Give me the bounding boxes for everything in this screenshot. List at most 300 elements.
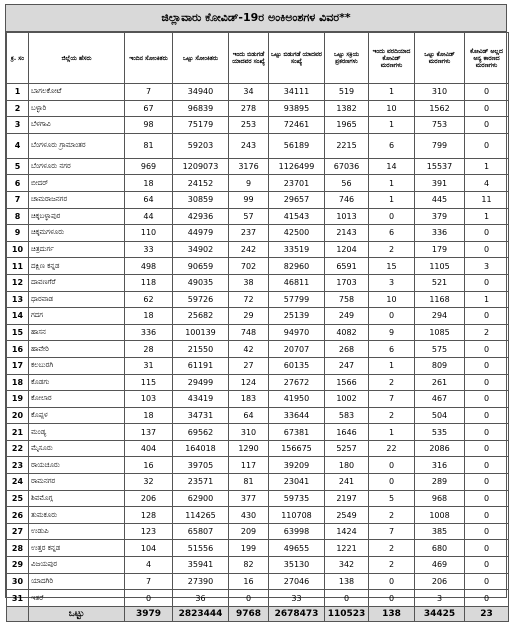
stat-cell: 575 (415, 341, 465, 358)
column-header: ಜಿಲ್ಲೆಯ ಹೆಸರು (29, 33, 125, 84)
table-row (7, 424, 509, 441)
total-cell: 110523 (325, 606, 369, 621)
stat-cell: 5257 (325, 440, 369, 457)
stat-cell: 62 (125, 291, 173, 308)
stat-cell: 57 (229, 208, 269, 225)
total-cell (7, 606, 29, 621)
stat-cell: 2086 (415, 440, 465, 457)
district-name: ಬೀದರ್ (29, 175, 125, 192)
stat-cell: 0 (465, 308, 509, 325)
column-header: ಇಂದು ಬಿಡುಗಡೆ ಯಾದವರ ಸಂಖ್ಯೆ (229, 33, 269, 84)
stat-cell: 98 (125, 117, 173, 134)
stat-cell: 69562 (173, 424, 229, 441)
stat-cell: 42 (229, 341, 269, 358)
table-row (7, 440, 509, 457)
stat-cell: 42500 (269, 225, 325, 242)
stat-cell: 7 (369, 391, 415, 408)
stat-cell: 110 (125, 225, 173, 242)
stat-cell: 6 (369, 133, 415, 158)
table-row (7, 357, 509, 374)
stat-cell: 268 (325, 341, 369, 358)
row-number: 20 (7, 407, 29, 424)
stat-cell: 0 (369, 308, 415, 325)
stat-cell: 6 (369, 225, 415, 242)
district-name: ಬೆಂಗಳೂರು ಗ್ರಾಮಾಂತರ (29, 133, 125, 158)
stat-cell: 809 (415, 357, 465, 374)
stat-cell: 310 (415, 84, 465, 101)
stat-cell: 521 (415, 274, 465, 291)
stat-cell: 0 (465, 225, 509, 242)
stat-cell: 467 (415, 391, 465, 408)
row-number: 6 (7, 175, 29, 192)
stat-cell: 41543 (269, 208, 325, 225)
stat-cell: 1 (465, 291, 509, 308)
column-header: ಒಟ್ಟು ಕೋವಿಡ್ ಮರಣಗಳು (415, 33, 465, 84)
district-name: ರಾಯಚೂರು (29, 457, 125, 474)
table-row (7, 590, 509, 607)
stat-cell: 748 (229, 324, 269, 341)
stat-cell: 115 (125, 374, 173, 391)
column-header: ಒಟ್ಟು ಸಕ್ರಿಯ ಪ್ರಕರಣಗಳು (325, 33, 369, 84)
stat-cell: 0 (369, 208, 415, 225)
stat-cell: 64 (229, 407, 269, 424)
stat-cell: 1209073 (173, 158, 229, 175)
row-number: 28 (7, 540, 29, 557)
stat-cell: 253 (229, 117, 269, 134)
stat-cell: 0 (465, 241, 509, 258)
stat-cell: 1 (369, 175, 415, 192)
table-row (7, 557, 509, 574)
stat-cell: 114265 (173, 507, 229, 524)
stat-cell: 206 (415, 573, 465, 590)
stat-cell: 278 (229, 100, 269, 117)
stat-cell: 128 (125, 507, 173, 524)
stat-cell: 2143 (325, 225, 369, 242)
stat-cell: 1646 (325, 424, 369, 441)
district-name: ಉತ್ತರ ಕನ್ನಡ (29, 540, 125, 557)
table-row (7, 490, 509, 507)
table-row (7, 291, 509, 308)
total-cell: 23 (465, 606, 509, 621)
stat-cell: 2 (369, 540, 415, 557)
district-name: ಕೊಪ್ಪಳ (29, 407, 125, 424)
stat-cell: 34111 (269, 84, 325, 101)
stat-cell: 18 (125, 308, 173, 325)
stat-cell: 968 (415, 490, 465, 507)
stat-cell: 27390 (173, 573, 229, 590)
stat-cell: 99 (229, 191, 269, 208)
stat-cell: 33519 (269, 241, 325, 258)
stat-cell: 241 (325, 474, 369, 491)
stat-cell: 7 (125, 84, 173, 101)
row-number: 22 (7, 440, 29, 457)
stat-cell: 0 (465, 523, 509, 540)
stat-cell: 5 (369, 490, 415, 507)
stat-cell: 16 (125, 457, 173, 474)
stat-cell: 3 (465, 258, 509, 275)
table-row (7, 573, 509, 590)
stat-cell: 1221 (325, 540, 369, 557)
stat-cell: 82 (229, 557, 269, 574)
stat-cell: 180 (325, 457, 369, 474)
stat-cell: 123 (125, 523, 173, 540)
row-number: 8 (7, 208, 29, 225)
stat-cell: 44 (125, 208, 173, 225)
stat-cell: 23041 (269, 474, 325, 491)
row-number: 18 (7, 374, 29, 391)
row-number: 30 (7, 573, 29, 590)
stat-cell: 41950 (269, 391, 325, 408)
stat-cell: 2549 (325, 507, 369, 524)
stat-cell: 9 (229, 175, 269, 192)
district-name: ಕೊಡಗು (29, 374, 125, 391)
stat-cell: 137 (125, 424, 173, 441)
stat-cell: 535 (415, 424, 465, 441)
stat-cell: 67036 (325, 158, 369, 175)
stat-cell: 0 (465, 100, 509, 117)
column-header: ಕೋವಿಡ್ ಅಲ್ಲದ ಅನ್ಯ ಕಾರಣದ ಮರಣಗಳು (465, 33, 509, 84)
stat-cell: 0 (465, 84, 509, 101)
table-row (7, 507, 509, 524)
stat-cell: 243 (229, 133, 269, 158)
stat-cell: 9 (369, 324, 415, 341)
stat-cell: 27046 (269, 573, 325, 590)
stat-cell: 138 (325, 573, 369, 590)
stat-cell: 64 (125, 191, 173, 208)
stat-cell: 61191 (173, 357, 229, 374)
stat-cell: 25682 (173, 308, 229, 325)
stat-cell: 377 (229, 490, 269, 507)
stat-cell: 2 (465, 324, 509, 341)
stat-cell: 0 (465, 274, 509, 291)
stat-cell: 289 (415, 474, 465, 491)
row-number: 15 (7, 324, 29, 341)
stat-cell: 2197 (325, 490, 369, 507)
row-number: 21 (7, 424, 29, 441)
district-name: ಚಾಮರಾಜನಗರ (29, 191, 125, 208)
stat-cell: 0 (465, 341, 509, 358)
district-name: ತುಮಕೂರು (29, 507, 125, 524)
district-name: ರಾಮನಗರ (29, 474, 125, 491)
row-number: 3 (7, 117, 29, 134)
stat-cell: 310 (229, 424, 269, 441)
stat-cell: 3176 (229, 158, 269, 175)
stat-cell: 11 (465, 191, 509, 208)
table-row (7, 457, 509, 474)
column-header: ಇಂದು ವರದಿಯಾದ ಕೋವಿಡ್ ಮರಣಗಳು (369, 33, 415, 84)
stat-cell: 758 (325, 291, 369, 308)
stat-cell: 0 (465, 573, 509, 590)
stat-cell: 18 (125, 175, 173, 192)
stat-cell: 583 (325, 407, 369, 424)
stat-cell: 39705 (173, 457, 229, 474)
row-number: 4 (7, 133, 29, 158)
stat-cell: 22 (369, 440, 415, 457)
row-number: 17 (7, 357, 29, 374)
stat-cell: 44979 (173, 225, 229, 242)
stat-cell: 247 (325, 357, 369, 374)
stat-cell: 183 (229, 391, 269, 408)
district-name: ಚಿಕ್ಕಬಳ್ಳಾಪುರ (29, 208, 125, 225)
stat-cell: 0 (229, 590, 269, 607)
stat-cell: 680 (415, 540, 465, 557)
stat-cell: 57799 (269, 291, 325, 308)
stat-cell: 6 (369, 341, 415, 358)
stat-cell: 59203 (173, 133, 229, 158)
stat-cell: 0 (465, 457, 509, 474)
stat-cell: 206 (125, 490, 173, 507)
stat-cell: 72461 (269, 117, 325, 134)
stat-cell: 294 (415, 308, 465, 325)
stat-cell: 385 (415, 523, 465, 540)
stat-cell: 75179 (173, 117, 229, 134)
stat-cell: 1204 (325, 241, 369, 258)
stat-cell: 445 (415, 191, 465, 208)
stat-cell: 27672 (269, 374, 325, 391)
stat-cell: 0 (369, 590, 415, 607)
stat-cell: 799 (415, 133, 465, 158)
table-row (7, 308, 509, 325)
stat-cell: 3 (369, 274, 415, 291)
stat-cell: 1 (369, 357, 415, 374)
stat-cell: 34731 (173, 407, 229, 424)
stat-cell: 49035 (173, 274, 229, 291)
row-number: 27 (7, 523, 29, 540)
stat-cell: 0 (465, 133, 509, 158)
table-row (7, 84, 509, 101)
stat-cell: 1085 (415, 324, 465, 341)
table-row (7, 341, 509, 358)
district-name: ಚಿತ್ರದುರ್ಗ (29, 241, 125, 258)
stat-cell: 7 (125, 573, 173, 590)
stat-cell: 100139 (173, 324, 229, 341)
stat-cell: 969 (125, 158, 173, 175)
stat-cell: 2 (369, 241, 415, 258)
stat-cell: 3 (415, 590, 465, 607)
stat-cell: 38 (229, 274, 269, 291)
stat-cell: 1126499 (269, 158, 325, 175)
stat-cell: 39209 (269, 457, 325, 474)
stat-cell: 118 (125, 274, 173, 291)
stat-cell: 1002 (325, 391, 369, 408)
stat-cell: 1703 (325, 274, 369, 291)
table-row (7, 208, 509, 225)
stat-cell: 0 (465, 117, 509, 134)
stat-cell: 498 (125, 258, 173, 275)
stat-cell: 1424 (325, 523, 369, 540)
stat-cell: 1382 (325, 100, 369, 117)
table-row (7, 100, 509, 117)
stat-cell: 0 (465, 490, 509, 507)
stat-cell: 1290 (229, 440, 269, 457)
row-number: 12 (7, 274, 29, 291)
stat-cell: 0 (465, 374, 509, 391)
stat-cell: 0 (465, 424, 509, 441)
row-number: 14 (7, 308, 29, 325)
stat-cell: 56189 (269, 133, 325, 158)
district-name: ಶಿವಮೊಗ್ಗ (29, 490, 125, 507)
total-cell: 2678473 (269, 606, 325, 621)
stat-cell: 31 (125, 357, 173, 374)
table-row (7, 274, 509, 291)
stat-cell: 0 (465, 391, 509, 408)
stat-cell: 1 (465, 208, 509, 225)
stat-cell: 56 (325, 175, 369, 192)
row-number: 19 (7, 391, 29, 408)
stat-cell: 23701 (269, 175, 325, 192)
table-row (7, 523, 509, 540)
stat-cell: 753 (415, 117, 465, 134)
stat-cell: 32 (125, 474, 173, 491)
stat-cell: 23571 (173, 474, 229, 491)
stat-cell: 36 (173, 590, 229, 607)
stat-cell: 430 (229, 507, 269, 524)
row-number: 29 (7, 557, 29, 574)
total-row (7, 606, 509, 621)
stat-cell: 65807 (173, 523, 229, 540)
row-number: 11 (7, 258, 29, 275)
stat-cell: 156675 (269, 440, 325, 457)
sheet-title: ಜಿಲ್ಲಾವಾರು ಕೋವಿಡ್-19ರ ಅಂಕಿಅಂಶಗಳ ವಿವರ** (6, 5, 506, 32)
table-row (7, 374, 509, 391)
stat-cell: 10 (369, 100, 415, 117)
table-row (7, 191, 509, 208)
stat-cell: 34940 (173, 84, 229, 101)
stat-cell: 59726 (173, 291, 229, 308)
total-cell: 2823444 (173, 606, 229, 621)
district-name: ಧಾರವಾಡ (29, 291, 125, 308)
stat-cell: 33644 (269, 407, 325, 424)
stat-cell: 1562 (415, 100, 465, 117)
row-number: 1 (7, 84, 29, 101)
stat-cell: 117 (229, 457, 269, 474)
stat-cell: 0 (369, 457, 415, 474)
stat-cell: 81 (125, 133, 173, 158)
stat-cell: 7 (369, 523, 415, 540)
stat-cell: 21550 (173, 341, 229, 358)
stat-cell: 4 (125, 557, 173, 574)
stat-cell: 237 (229, 225, 269, 242)
row-number: 5 (7, 158, 29, 175)
stat-cell: 1 (369, 117, 415, 134)
stat-cell: 60135 (269, 357, 325, 374)
table-row (7, 175, 509, 192)
stat-cell: 46811 (269, 274, 325, 291)
stat-cell: 0 (465, 440, 509, 457)
row-number: 9 (7, 225, 29, 242)
stat-cell: 0 (325, 590, 369, 607)
stat-cell: 469 (415, 557, 465, 574)
stat-cell: 0 (125, 590, 173, 607)
table-row (7, 117, 509, 134)
stat-cell: 25139 (269, 308, 325, 325)
stat-cell: 336 (125, 324, 173, 341)
row-number: 24 (7, 474, 29, 491)
row-number: 26 (7, 507, 29, 524)
stat-cell: 1 (369, 84, 415, 101)
stat-cell: 1008 (415, 507, 465, 524)
stat-cell: 15537 (415, 158, 465, 175)
total-cell: 3979 (125, 606, 173, 621)
row-number: 31 (7, 590, 29, 607)
district-name: ಹಾಸನ (29, 324, 125, 341)
district-name: ವಿಜಯಪುರ (29, 557, 125, 574)
table-header-row (7, 33, 509, 84)
stat-cell: 93895 (269, 100, 325, 117)
stat-cell: 29499 (173, 374, 229, 391)
stat-cell: 42936 (173, 208, 229, 225)
row-number: 7 (7, 191, 29, 208)
stat-cell: 342 (325, 557, 369, 574)
stat-cell: 6591 (325, 258, 369, 275)
stat-cell: 28 (125, 341, 173, 358)
stat-cell: 391 (415, 175, 465, 192)
stat-cell: 63998 (269, 523, 325, 540)
stat-cell: 1 (465, 158, 509, 175)
district-name: ಚಿಕ್ಕಮಗಳೂರು (29, 225, 125, 242)
stat-cell: 124 (229, 374, 269, 391)
stat-cell: 82960 (269, 258, 325, 275)
table-row (7, 258, 509, 275)
row-number: 25 (7, 490, 29, 507)
stat-cell: 1566 (325, 374, 369, 391)
stat-cell: 10 (369, 291, 415, 308)
column-header: ಇಂದಿನ ಸೋಂಕಿತರು (125, 33, 173, 84)
table-row (7, 407, 509, 424)
table-row (7, 158, 509, 175)
row-number: 10 (7, 241, 29, 258)
stat-cell: 33 (125, 241, 173, 258)
stat-cell: 1105 (415, 258, 465, 275)
total-cell: 138 (369, 606, 415, 621)
stat-cell: 15 (369, 258, 415, 275)
stat-cell: 316 (415, 457, 465, 474)
stat-cell: 1168 (415, 291, 465, 308)
stat-cell: 2215 (325, 133, 369, 158)
stat-cell: 4082 (325, 324, 369, 341)
table-row (7, 324, 509, 341)
district-name: ಕಲಬುರಗಿ (29, 357, 125, 374)
stat-cell: 29 (229, 308, 269, 325)
stat-cell: 702 (229, 258, 269, 275)
stat-cell: 179 (415, 241, 465, 258)
total-label: ಒಟ್ಟು (29, 606, 125, 621)
stat-cell: 2 (369, 407, 415, 424)
stat-cell: 35130 (269, 557, 325, 574)
district-name: ಮೈಸೂರು (29, 440, 125, 457)
stat-cell: 746 (325, 191, 369, 208)
total-cell: 9768 (229, 606, 269, 621)
table-row (7, 474, 509, 491)
stat-cell: 29657 (269, 191, 325, 208)
district-name: ಯಾದಗಿರಿ (29, 573, 125, 590)
stat-cell: 261 (415, 374, 465, 391)
stat-cell: 1 (369, 191, 415, 208)
table-row (7, 540, 509, 557)
stat-cell: 404 (125, 440, 173, 457)
stat-cell: 1 (369, 424, 415, 441)
district-name: ಮಂಡ್ಯ (29, 424, 125, 441)
stat-cell: 164018 (173, 440, 229, 457)
stat-cell: 103 (125, 391, 173, 408)
row-number: 16 (7, 341, 29, 358)
row-number: 2 (7, 100, 29, 117)
stat-cell: 14 (369, 158, 415, 175)
stat-cell: 94970 (269, 324, 325, 341)
stat-cell: 33 (269, 590, 325, 607)
stat-cell: 242 (229, 241, 269, 258)
stat-cell: 504 (415, 407, 465, 424)
